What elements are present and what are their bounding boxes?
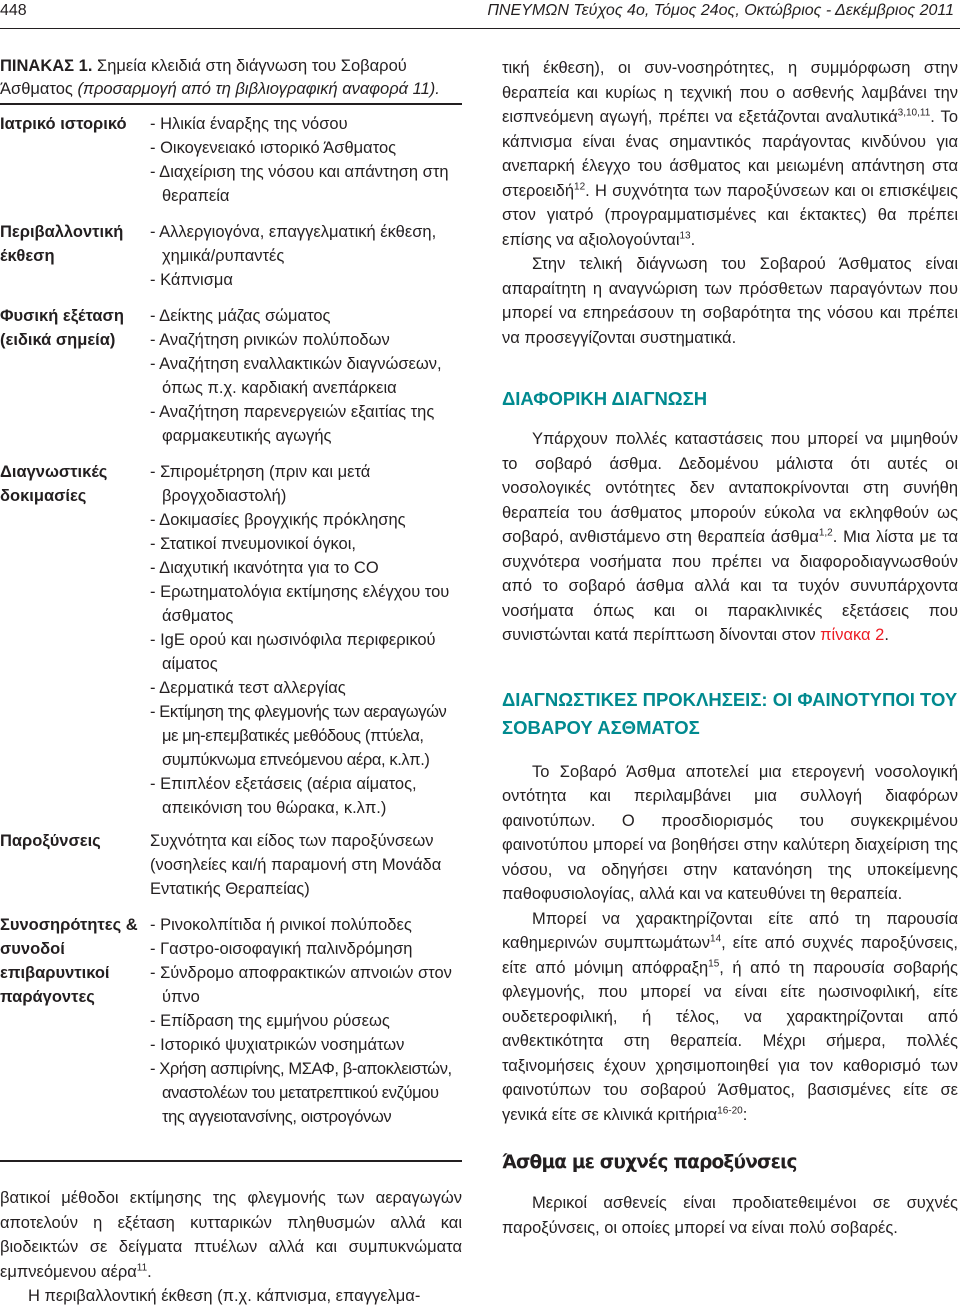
list-item: - Χρήση ασπιρίνης, ΜΣΑΦ, β-αποκλειστών, αναστολέων του μετατρεπτικού ενζύμου της αγγειοτανσίνης, οιστρογόνων bbox=[150, 1060, 452, 1126]
left-column-body bbox=[0, 1186, 462, 1309]
list-item: - Γαστρο-οισοφαγική παλινδρόμηση bbox=[150, 940, 413, 958]
paragraph-text: , ή από τη παρουσία σοβαρής φλεγμονής, που μπορεί να είναι είτε ηωσινοφιλική, είτε ουδετεροφιλική, ή τέλος, να χαρακτηρίζονται από ανθεκτικότητα στη θεραπεία. Μέχρι σήμερα, πολλές ταξινομήσεις έχουν χρησιμοποιηθεί για τον καθορισμό των φαινοτύπων του σοβαρού Άσθματος, βασισμένες είτε σε γενικά είτε σε κλινικά κριτήρια bbox=[502, 958, 958, 1124]
body-paragraph: Η περιβαλλοντική έκθεση (π.χ. κάπνισμα, επαγγελμα- bbox=[28, 1287, 421, 1305]
paragraph-text: . bbox=[884, 626, 889, 644]
paragraph-text: : bbox=[742, 1105, 748, 1124]
list-item: - Σύνδρομο αποφρακτικών απνοιών στον ύπνο bbox=[150, 964, 452, 1006]
list-item: - Ερωτηματολόγια εκτίμησης ελέγχου του άσθματος bbox=[150, 583, 450, 625]
section-heading: ΔΙΑΦΟΡΙΚΗ ΔΙΑΓΝΩΣΗ bbox=[502, 388, 708, 409]
table-row-label: Συνοσηρότητες & συνοδοί επιβαρυντικοί παράγοντες bbox=[0, 916, 138, 1006]
paragraph-text: . bbox=[690, 230, 696, 249]
list-item: - Εκτίμηση της φλεγμονής των αεραγωγών με μη-επεμβατικές μεθόδους (πτύελα, συμπύκνωμα επνεόμενου αέρα, κ.λπ.) bbox=[150, 703, 447, 769]
list-item: - Δείκτης μάζας σώματος bbox=[150, 307, 331, 325]
reference: 12 bbox=[574, 181, 586, 192]
list-item: - IgE ορού και ηωσινόφιλα περιφερικού αίματος bbox=[150, 631, 436, 673]
list-item: - Αλλεργιογόνα, επαγγελματική έκθεση, χημικά/ρυπαντές bbox=[150, 223, 437, 265]
paragraph-text: . Το κάπνισμα είναι ένας σημαντικός παράγοντας κινδύνου για ανεπαρκή έλεγχο του άσθματος και μειωμένη απάντηση στα στεροειδή bbox=[502, 108, 958, 200]
list-item: - Αναζήτηση εναλλακτικών διαγνώσεων, όπως π.χ. καρδιακή ανεπάρκεια bbox=[150, 355, 442, 397]
table-row-cell bbox=[150, 460, 462, 820]
reference: 3,10,11 bbox=[897, 107, 931, 119]
list-item: - Ηλικία έναρξης της νόσου bbox=[150, 115, 348, 133]
list-item: - Σπιρομέτρηση (πριν και μετά βρογχοδιαστολή) bbox=[150, 463, 371, 505]
table-row-label: Παροξύνσεις bbox=[0, 832, 101, 850]
reference: 11 bbox=[136, 1262, 148, 1273]
list-item: - Ρινοκολπίτιδα ή ρινικοί πολύποδες bbox=[150, 916, 412, 934]
list-item: - Δερματικά τεστ αλλεργίας bbox=[150, 679, 346, 697]
list-item: - Κάπνισμα bbox=[150, 271, 233, 289]
paragraph-text: . Μια λίστα με τα συχνότερα νοσήματα που πρέπει να διαφοροδιαγνωσθούν από το σοβαρό άσθμα αλλά και τα τυχόν συνυπάρχοντα νοσήματα όπως και οι παρακλινικές εξετάσεις που συνιστώνται κατά περίπτωση δίνονται στον bbox=[502, 528, 959, 644]
list-item: - Δοκιμασίες βρογχικής πρόκλησης bbox=[150, 511, 406, 529]
body-paragraph: Το Σοβαρό Άσθμα αποτελεί μια ετερογενή νοσολογική οντότητα και περιλαμβάνει μια συλλογή διαφόρων φαινοτύπων. Ο προσδιορισμός του συγκεκριμένου φαινοτύπου μπορεί να βοηθήσει στην καλύτερη διαχείριση της νόσου, να οδηγήσει στην κατανόηση της υποκείμενης παθοφυσιολογίας, αλλά και να κατευθύνει τη θεραπεία. bbox=[502, 762, 958, 903]
table-row-cell bbox=[150, 304, 462, 448]
body-paragraph: Μερικοί ασθενείς είναι προδιατεθειμένοι σε συχνές παροξύνσεις, οι οποίες μπορεί να είναι πολύ σοβαρές. bbox=[502, 1194, 958, 1237]
list-item: - Οικογενειακό ιστορικό Άσθματος bbox=[150, 139, 397, 157]
list-item: - Αναζήτηση παρενεργειών εξαιτίας της φαρμακευτικής αγωγής bbox=[150, 403, 435, 445]
paragraph-text: Μπορεί να χαρακτηρίζονται είτε από τη παρουσία καθημερινών συμπτωμάτων bbox=[502, 909, 958, 952]
body-paragraph bbox=[0, 1186, 462, 1284]
body-paragraph bbox=[502, 427, 958, 648]
body-paragraph bbox=[502, 56, 958, 252]
table-row-cell bbox=[150, 220, 462, 292]
paragraph-text: Υπάρχουν πολλές καταστάσεις που μπορεί να μιμηθούν το σοβαρό άσθμα. Δεδομένου μάλιστα ότι αυτές οι νοσολογικές οντότητες δεν ανταποκρίνονται στη συνήθη θεραπεία του άσθματος μπορούν εύκολα να εκληφθούν ως σοβαρό, ανθιστάμενο στη θεραπεία άσθμα bbox=[502, 430, 958, 546]
table-source: (προσαρμογή από τη βιβλιογραφική αναφορά 11). bbox=[77, 80, 440, 98]
paragraph-text: . bbox=[147, 1262, 152, 1281]
table-row-label: Περιβαλλοντική έκθεση bbox=[0, 223, 124, 265]
list-item: - Επιπλέον εξετάσεις (αέρια αίματος, απεικόνιση του θώρακα, κ.λπ.) bbox=[150, 775, 417, 817]
list-item: - Επίδραση της εμμήνου ρύσεως bbox=[150, 1012, 390, 1030]
table-bottom-rule bbox=[0, 1160, 462, 1162]
page-number: 448 bbox=[0, 2, 27, 19]
table-row-cell bbox=[150, 829, 462, 901]
page-header bbox=[0, 0, 960, 30]
table-row-label: Φυσική εξέταση (ειδικά σημεία) bbox=[0, 307, 124, 349]
section-heading: ΔΙΑΓΝΩΣΤΙΚΕΣ ΠΡΟΚΛΗΣΕΙΣ: ΟΙ ΦΑΙΝΟΤΥΠΟΙ ΤΟΥ ΣΟΒΑΡΟΥ ΑΣΘΜΑΤΟΣ bbox=[502, 688, 958, 738]
list-item: - Διαχείριση της νόσου και απάντηση στη θεραπεία bbox=[150, 163, 449, 205]
reference: 15 bbox=[708, 958, 720, 969]
reference: 13 bbox=[679, 230, 691, 241]
paragraph-text: . Η συχνότητα των παροξύνσεων και οι επισκέψεις στον γιατρό (προγραμματισμένες και έκτακτες) θα πρέπει επίσης να αξιολογούνται bbox=[502, 181, 958, 249]
reference: 14 bbox=[710, 933, 722, 945]
table-row-label: Διαγνωστικές δοκιμασίες bbox=[0, 463, 108, 505]
table-title: Σημεία κλειδιά στη διάγνωση του Σοβαρού Άσθματος bbox=[0, 57, 407, 98]
header-rule bbox=[0, 28, 960, 29]
table-row-cell bbox=[150, 913, 462, 1129]
list-item: Συχνότητα και είδος των παροξύνσεων (νοσηλείες και/ή παραμονή στη Μονάδα Εντατικής Θεραπείας) bbox=[150, 832, 442, 898]
table-row-label: Ιατρικό ιστορικό bbox=[0, 115, 127, 133]
list-item: - Αναζήτηση ρινικών πολύποδων bbox=[150, 331, 390, 349]
list-item: - Ιστορικό ψυχιατρικών νοσημάτων bbox=[150, 1036, 405, 1054]
table-top-rule bbox=[0, 103, 462, 105]
right-column-body bbox=[502, 56, 958, 1240]
table-label: ΠΙΝΑΚΑΣ 1. bbox=[0, 57, 93, 75]
reference: 1,2 bbox=[818, 527, 833, 539]
paragraph-text: τική έκθεση), οι συν-νοσηρότητες, η συμμόρφωση στην θεραπεία και κυρίως η τεχνική που ο ασθενής λαμβάνει την εισπνεόμενη αγωγή, πρέπει να εξετάζονται αναλυτικά bbox=[502, 59, 958, 126]
table-row-cell bbox=[150, 112, 462, 208]
paragraph-text: , είτε από συχνές παροξύνσεις, είτε από μόνιμη απόφραξη bbox=[502, 934, 958, 977]
body-paragraph: Στην τελική διάγνωση του Σοβαρού Άσθματος είναι απαραίτητη η αναγνώριση των πρόσθετων παραγόντων που μπορεί να επηρεάσουν τη σοβαρότητα της νόσου και πρέπει να προσεγγίζονται συστηματικά. bbox=[502, 255, 958, 347]
list-item: - Στατικοί πνευμονικοί όγκοι, bbox=[150, 535, 356, 553]
reference: 16-20 bbox=[717, 1105, 743, 1116]
paragraph-text: βατικοί μέθοδοι εκτίμησης της φλεγμονής των αεραγωγών αποτελούν η εξέταση κυτταρικών πληθυσμών αλλά και βιοδεικτών σε δείγματα πτυέλων αλλά και συμπυκνώματα εμπνεόμενου αέρα bbox=[0, 1189, 462, 1281]
table-caption bbox=[0, 55, 470, 101]
table-2-link[interactable]: πίνακα 2 bbox=[820, 626, 885, 644]
list-item: - Διαχυτική ικανότητα για το CO bbox=[150, 559, 379, 577]
running-title: ΠΝΕΥΜΩΝ Τεύχος 4ο, Τόμος 24ος, Οκτώβριος - Δεκέμβριος 2011 bbox=[487, 2, 954, 19]
body-paragraph bbox=[502, 907, 958, 1128]
subsection-heading: Άσθμα με συχνές παροξύνσεις bbox=[502, 1152, 797, 1173]
